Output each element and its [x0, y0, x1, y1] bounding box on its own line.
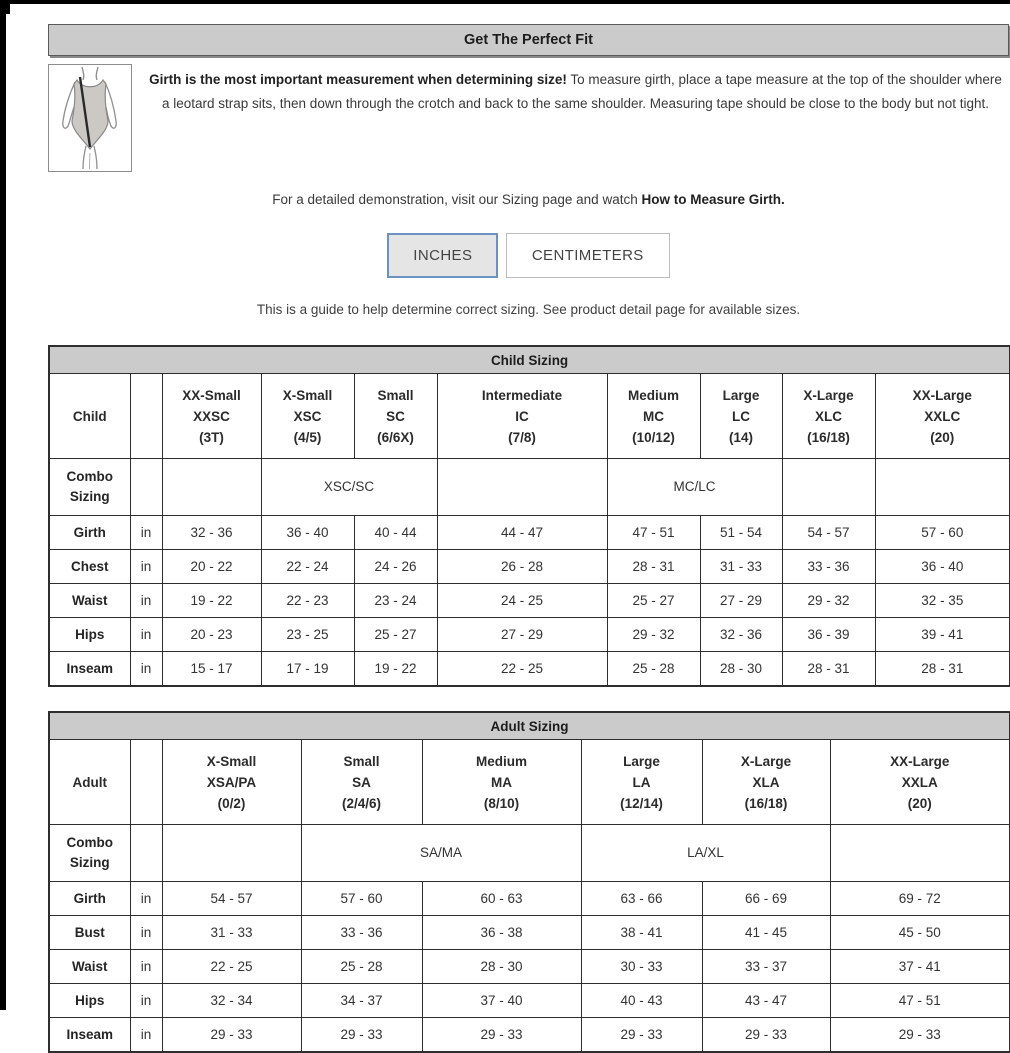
- adult-column-name: X-Small: [206, 753, 257, 769]
- adult-measure-label: Hips: [49, 984, 130, 1018]
- adult-combo-cell-0: [162, 825, 301, 882]
- child-column-name: X-Small: [282, 387, 333, 403]
- adult-value-cell-3: 38 - 41: [581, 916, 702, 950]
- adult-table-title: Adult Sizing: [49, 712, 1010, 740]
- guide-note: This is a guide to help determine correct sizing. See product detail page for available sizes.: [256, 302, 801, 317]
- child-sizing-section: [48, 345, 1009, 687]
- child-column-header-4: [607, 374, 700, 459]
- child-column-code: SC: [386, 408, 405, 424]
- adult-unit-cell: in: [130, 882, 162, 916]
- child-row-girth: [49, 516, 1010, 550]
- adult-column-sizes: (20): [907, 795, 932, 811]
- child-value-cell-5: 32 - 36: [700, 618, 782, 652]
- child-value-cell-2: 23 - 24: [354, 584, 437, 618]
- child-combo-label-line: Sizing: [69, 489, 110, 504]
- adult-value-cell-0: 54 - 57: [162, 882, 301, 916]
- adult-value-cell-4: 33 - 37: [702, 950, 830, 984]
- demo-note-text: For a detailed demonstration, visit our Sizing page and watch: [272, 192, 642, 207]
- adult-measure-label: Bust: [49, 916, 130, 950]
- adult-column-sizes: (0/2): [217, 795, 246, 811]
- child-combo-cell-0: [162, 459, 261, 516]
- child-combo-cell-4: [782, 459, 875, 516]
- child-value-cell-5: 51 - 54: [700, 516, 782, 550]
- child-column-name: Small: [377, 387, 414, 403]
- child-column-code: LC: [732, 408, 750, 424]
- child-value-cell-4: 25 - 28: [607, 652, 700, 687]
- child-measure-label: Inseam: [49, 652, 130, 687]
- adult-value-cell-5: 37 - 41: [830, 950, 1010, 984]
- adult-measure-label: Girth: [49, 882, 130, 916]
- adult-column-code: XSA/PA: [206, 774, 257, 790]
- adult-unit-header: [130, 740, 162, 825]
- child-measure-label: Chest: [49, 550, 130, 584]
- girth-instructions-bold: Girth is the most important measurement when determining size!: [149, 72, 567, 87]
- child-column-sizes: (10/12): [632, 429, 675, 445]
- child-row-inseam: [49, 652, 1010, 687]
- demo-note-bold: How to Measure Girth.: [641, 192, 785, 207]
- adult-value-cell-1: 57 - 60: [301, 882, 422, 916]
- child-column-code: XSC: [293, 408, 322, 424]
- adult-column-header-2: [422, 740, 581, 825]
- adult-value-cell-5: 69 - 72: [830, 882, 1010, 916]
- child-value-cell-7: 39 - 41: [875, 618, 1010, 652]
- adult-row-inseam: [49, 1018, 1010, 1053]
- child-value-cell-0: 19 - 22: [162, 584, 261, 618]
- child-value-cell-7: 36 - 40: [875, 550, 1010, 584]
- adult-column-code: MA: [491, 774, 512, 790]
- adult-value-cell-1: 29 - 33: [301, 1018, 422, 1053]
- child-unit-header: [130, 374, 162, 459]
- adult-row-girth: [49, 882, 1010, 916]
- adult-sizing-section: [48, 711, 1009, 1053]
- child-row-chest: [49, 550, 1010, 584]
- child-column-code: XXLC: [924, 408, 961, 424]
- child-column-name: Large: [722, 387, 760, 403]
- child-value-cell-6: 29 - 32: [782, 584, 875, 618]
- child-column-code: MC: [643, 408, 664, 424]
- adult-column-code: LA: [632, 774, 651, 790]
- child-row-hips: [49, 618, 1010, 652]
- child-row-waist: [49, 584, 1010, 618]
- adult-row-hips: [49, 984, 1010, 1018]
- leotard-measure-icon: [51, 67, 129, 169]
- child-column-header-5: [700, 374, 782, 459]
- adult-value-cell-2: 29 - 33: [422, 1018, 581, 1053]
- adult-sizing-table: [48, 711, 1010, 1053]
- child-column-name: XX-Large: [912, 387, 972, 403]
- child-value-cell-7: 32 - 35: [875, 584, 1010, 618]
- adult-combo-cell-2: LA/XL: [581, 825, 830, 882]
- child-value-cell-0: 15 - 17: [162, 652, 261, 687]
- child-unit-cell: in: [130, 516, 162, 550]
- child-sizing-table: [48, 345, 1010, 687]
- adult-column-sizes: (8/10): [483, 795, 520, 811]
- child-combo-cell-1: XSC/SC: [261, 459, 437, 516]
- child-value-cell-3: 44 - 47: [437, 516, 607, 550]
- child-row-label: Child: [49, 374, 130, 459]
- child-value-cell-6: 28 - 31: [782, 652, 875, 687]
- adult-column-header-5: [830, 740, 1010, 825]
- child-table-title: Child Sizing: [49, 346, 1010, 374]
- child-value-cell-2: 24 - 26: [354, 550, 437, 584]
- adult-value-cell-4: 41 - 45: [702, 916, 830, 950]
- adult-value-cell-0: 22 - 25: [162, 950, 301, 984]
- child-column-sizes: (16/18): [807, 429, 850, 445]
- child-combo-unit-cell: [130, 459, 162, 516]
- child-column-code: XLC: [815, 408, 842, 424]
- child-column-name: Intermediate: [481, 387, 563, 403]
- child-measure-label: Girth: [49, 516, 130, 550]
- child-column-header-3: [437, 374, 607, 459]
- leotard-girth-illustration: [48, 64, 132, 172]
- adult-column-name: Large: [623, 753, 660, 769]
- adult-row-waist: [49, 950, 1010, 984]
- child-value-cell-0: 32 - 36: [162, 516, 261, 550]
- child-value-cell-1: 22 - 23: [261, 584, 354, 618]
- adult-column-header-0: [162, 740, 301, 825]
- adult-value-cell-2: 28 - 30: [422, 950, 581, 984]
- child-value-cell-4: 29 - 32: [607, 618, 700, 652]
- child-measure-label: Waist: [49, 584, 130, 618]
- page-title: Get The Perfect Fit: [48, 24, 1009, 56]
- adult-row-label: Adult: [49, 740, 130, 825]
- child-combo-label: [49, 459, 130, 516]
- child-column-sizes: (4/5): [293, 429, 322, 445]
- adult-value-cell-3: 40 - 43: [581, 984, 702, 1018]
- adult-value-cell-4: 66 - 69: [702, 882, 830, 916]
- adult-value-cell-5: 45 - 50: [830, 916, 1010, 950]
- child-combo-cell-3: MC/LC: [607, 459, 782, 516]
- screenshot-left-edge: [0, 0, 6, 1010]
- child-value-cell-7: 28 - 31: [875, 652, 1010, 687]
- child-value-cell-3: 27 - 29: [437, 618, 607, 652]
- child-value-cell-1: 17 - 19: [261, 652, 354, 687]
- child-value-cell-0: 20 - 23: [162, 618, 261, 652]
- adult-column-name: X-Large: [740, 753, 792, 769]
- child-value-cell-2: 19 - 22: [354, 652, 437, 687]
- child-value-cell-7: 57 - 60: [875, 516, 1010, 550]
- child-value-cell-5: 28 - 30: [700, 652, 782, 687]
- child-unit-cell: in: [130, 618, 162, 652]
- child-unit-cell: in: [130, 584, 162, 618]
- child-column-name: X-Large: [803, 387, 854, 403]
- adult-combo-unit-cell: [130, 825, 162, 882]
- child-column-sizes: (3T): [199, 429, 224, 445]
- adult-value-cell-2: 60 - 63: [422, 882, 581, 916]
- child-value-cell-2: 25 - 27: [354, 618, 437, 652]
- adult-unit-cell: in: [130, 984, 162, 1018]
- child-column-name: Medium: [627, 387, 679, 403]
- adult-value-cell-2: 36 - 38: [422, 916, 581, 950]
- adult-value-cell-5: 47 - 51: [830, 984, 1010, 1018]
- child-value-cell-3: 22 - 25: [437, 652, 607, 687]
- child-column-sizes: (7/8): [508, 429, 536, 445]
- unit-toggle: [48, 233, 1009, 278]
- adult-value-cell-3: 63 - 66: [581, 882, 702, 916]
- adult-column-name: Medium: [475, 753, 527, 769]
- child-column-header-1: [261, 374, 354, 459]
- centimeters-button[interactable]: CENTIMETERS: [506, 233, 670, 278]
- child-column-sizes: (14): [728, 429, 753, 445]
- adult-measure-label: Waist: [49, 950, 130, 984]
- child-column-header-6: [782, 374, 875, 459]
- child-value-cell-0: 20 - 22: [162, 550, 261, 584]
- adult-value-cell-3: 29 - 33: [581, 1018, 702, 1053]
- girth-instructions: [132, 64, 1009, 172]
- child-value-cell-5: 27 - 29: [700, 584, 782, 618]
- adult-value-cell-4: 43 - 47: [702, 984, 830, 1018]
- adult-column-code: XXLA: [901, 774, 938, 790]
- child-value-cell-4: 47 - 51: [607, 516, 700, 550]
- adult-value-cell-0: 29 - 33: [162, 1018, 301, 1053]
- adult-value-cell-0: 31 - 33: [162, 916, 301, 950]
- child-combo-cell-2: [437, 459, 607, 516]
- adult-combo-label-line: Sizing: [69, 855, 110, 870]
- child-unit-cell: in: [130, 652, 162, 687]
- inches-button[interactable]: INCHES: [387, 233, 498, 278]
- adult-value-cell-3: 30 - 33: [581, 950, 702, 984]
- child-column-sizes: (6/6X): [377, 429, 414, 445]
- adult-combo-label-line: Combo: [66, 835, 113, 850]
- child-column-header-2: [354, 374, 437, 459]
- child-value-cell-1: 22 - 24: [261, 550, 354, 584]
- adult-column-header-1: [301, 740, 422, 825]
- child-column-name: XX-Small: [182, 387, 241, 403]
- adult-column-code: XLA: [752, 774, 780, 790]
- screenshot-corner-edge: [0, 0, 10, 14]
- page-content: [48, 4, 1009, 1053]
- adult-unit-cell: in: [130, 950, 162, 984]
- child-value-cell-6: 36 - 39: [782, 618, 875, 652]
- adult-column-header-4: [702, 740, 830, 825]
- adult-value-cell-1: 33 - 36: [301, 916, 422, 950]
- child-column-code: IC: [515, 408, 529, 424]
- child-value-cell-2: 40 - 44: [354, 516, 437, 550]
- adult-value-cell-0: 32 - 34: [162, 984, 301, 1018]
- child-unit-cell: in: [130, 550, 162, 584]
- child-value-cell-1: 23 - 25: [261, 618, 354, 652]
- adult-column-header-3: [581, 740, 702, 825]
- child-combo-label-line: Combo: [66, 469, 113, 484]
- adult-column-name: Small: [343, 753, 380, 769]
- child-value-cell-4: 28 - 31: [607, 550, 700, 584]
- child-column-header-0: [162, 374, 261, 459]
- child-column-sizes: (20): [930, 429, 955, 445]
- adult-value-cell-4: 29 - 33: [702, 1018, 830, 1053]
- child-value-cell-6: 33 - 36: [782, 550, 875, 584]
- adult-combo-cell-1: SA/MA: [301, 825, 581, 882]
- adult-column-code: SA: [352, 774, 371, 790]
- child-value-cell-3: 26 - 28: [437, 550, 607, 584]
- adult-combo-cell-3: [830, 825, 1010, 882]
- adult-unit-cell: in: [130, 1018, 162, 1053]
- adult-column-name: XX-Large: [890, 753, 950, 769]
- adult-value-cell-2: 37 - 40: [422, 984, 581, 1018]
- child-value-cell-1: 36 - 40: [261, 516, 354, 550]
- adult-row-bust: [49, 916, 1010, 950]
- demo-note: [48, 192, 1009, 207]
- child-value-cell-6: 54 - 57: [782, 516, 875, 550]
- adult-measure-label: Inseam: [49, 1018, 130, 1053]
- child-measure-label: Hips: [49, 618, 130, 652]
- adult-unit-cell: in: [130, 916, 162, 950]
- adult-value-cell-1: 25 - 28: [301, 950, 422, 984]
- child-value-cell-4: 25 - 27: [607, 584, 700, 618]
- child-column-header-7: [875, 374, 1010, 459]
- adult-value-cell-5: 29 - 33: [830, 1018, 1010, 1053]
- adult-column-sizes: (16/18): [744, 795, 788, 811]
- adult-column-sizes: (2/4/6): [341, 795, 382, 811]
- adult-column-sizes: (12/14): [620, 795, 663, 811]
- intro-section: [48, 64, 1009, 172]
- adult-value-cell-1: 34 - 37: [301, 984, 422, 1018]
- child-value-cell-3: 24 - 25: [437, 584, 607, 618]
- child-combo-cell-5: [875, 459, 1010, 516]
- child-column-code: XXSC: [193, 408, 230, 424]
- girth-instructions-rest: To measure girth, place a tape measure at the top of the shoulder where a leotard strap sits, then down through the crotch and back to the same shoulder. Measuring tape should be close to the body but not tight.: [161, 72, 1002, 111]
- child-value-cell-5: 31 - 33: [700, 550, 782, 584]
- adult-combo-label: [49, 825, 130, 882]
